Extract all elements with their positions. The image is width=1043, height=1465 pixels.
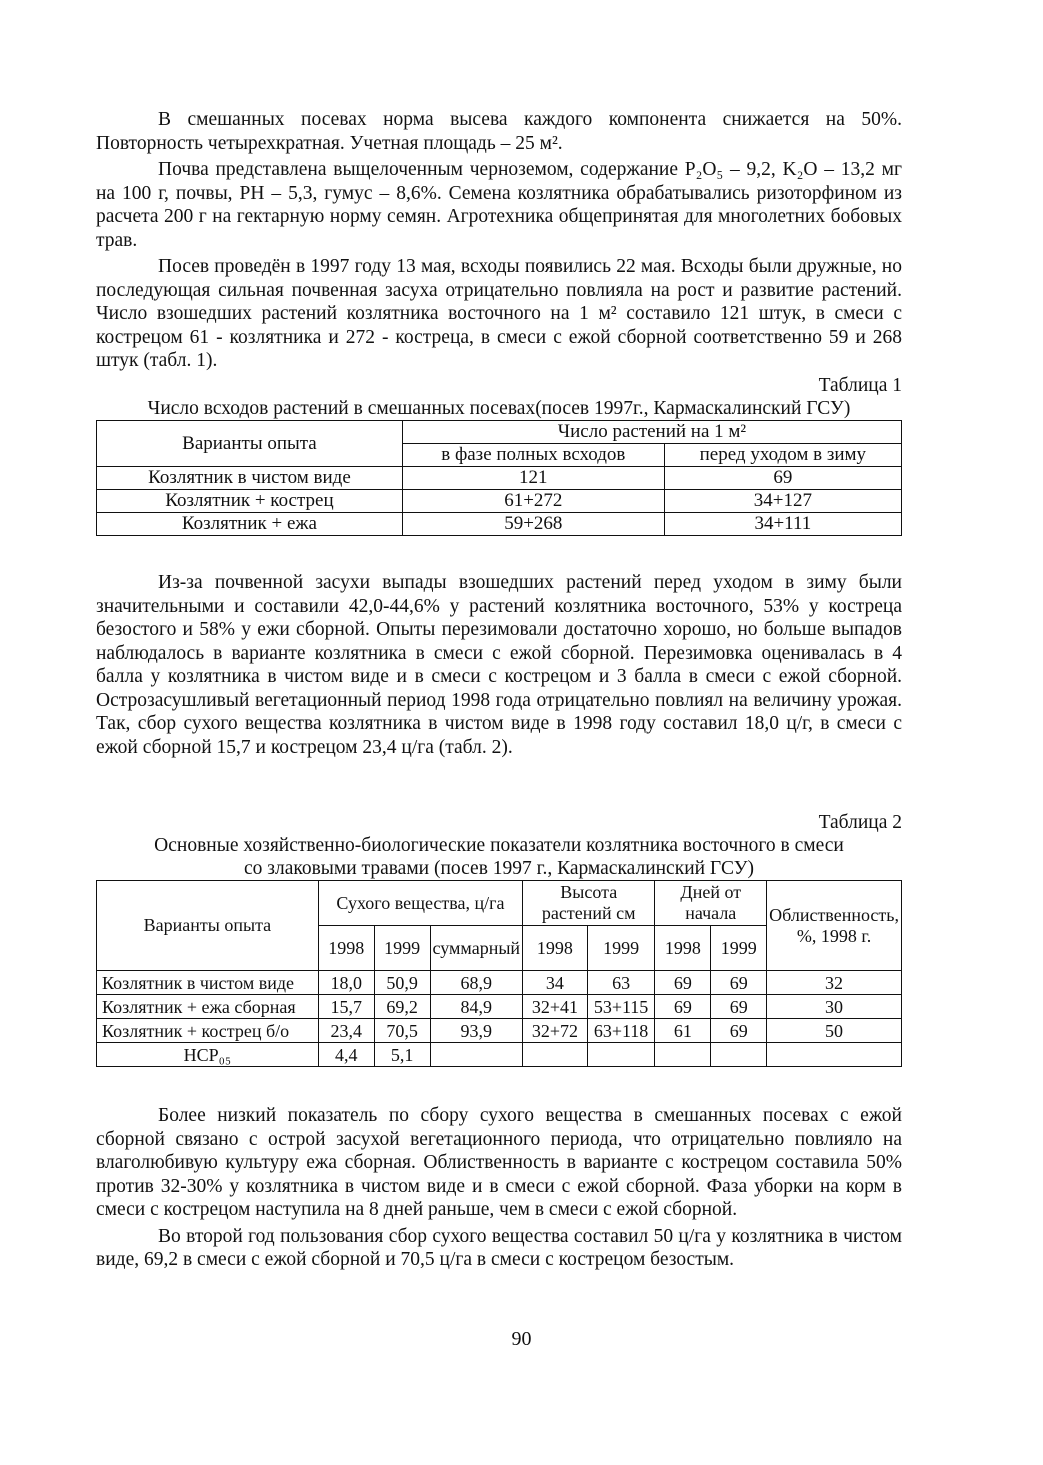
table-2-header-leafiness: Облиственность, %, 1998 г. <box>767 881 902 971</box>
paragraph-5: Более низкий показатель по сбору сухого вещества в смешанных посевах с ежой сборной связано с острой засухой вегетационного периода, что отрицательно повлияло на влаголюбивую культуру ежа сборная. Облиственность в варианте с кострецом составила 50% против 32-30% у козлятника в чистом виде и в смеси с ежой сборной. Фаза уборки на корм в смеси с кострецом наступила на 8 дней раньше, чем в смеси с ежой сборной. <box>96 1105 902 1220</box>
table-1-header-col1: в фазе полных всходов <box>402 444 664 467</box>
table-1-header-group: Число растений на 1 м² <box>402 421 901 444</box>
table-2-cell <box>430 1043 523 1067</box>
table-1-cell: 121 <box>402 467 664 490</box>
table-2-cell: Козлятник в чистом виде <box>97 971 319 995</box>
table-2-cell: 69 <box>711 971 767 995</box>
table-1-label: Таблица 1 <box>818 375 902 396</box>
table-2-cell: 30 <box>767 995 902 1019</box>
table-2-cell: 32+41 <box>523 995 588 1019</box>
table-2-header-days-1998: 1998 <box>655 926 711 971</box>
table-1-cell: 34+111 <box>664 513 901 536</box>
table-row <box>97 513 902 536</box>
table-1-cell: Козлятник в чистом виде <box>97 467 403 490</box>
middle-block <box>96 571 902 759</box>
table-1-cell: Козлятник + ежа <box>97 513 403 536</box>
table-1-cell: Козлятник + кострец <box>97 490 403 513</box>
table-2-cell: 69 <box>655 995 711 1019</box>
table-2-cell: 4,4 <box>318 1043 374 1067</box>
table-2-caption-line-1: Основные хозяйственно-биологические показатели козлятника восточного в смеси <box>154 835 844 856</box>
table-2-cell: Козлятник + кострец б/о <box>97 1019 319 1043</box>
table-2-cell: НСР₀₅ <box>97 1043 319 1067</box>
table-2-header-dry-sum: суммарный <box>430 926 523 971</box>
table-2-header-height-1999: 1999 <box>587 926 655 971</box>
table-1-header-variant: Варианты опыта <box>97 421 403 467</box>
table-2-cell: 84,9 <box>430 995 523 1019</box>
table-2-cell: 93,9 <box>430 1019 523 1043</box>
table-2-cell: 53+115 <box>587 995 655 1019</box>
table-1-cell: 59+268 <box>402 513 664 536</box>
paragraph-3: Посев проведён в 1997 году 13 мая, всходы появились 22 мая. Всходы были дружные, но последующая сильная почвенная засуха отрицательно повлияла на рост и развитие растений. Число взошедших растений козлятника восточного на 1 м² составило 121 штук, в смеси с кострецом 61 - козлятника и 272 - костреца, в смеси с ежой сборной соответственно 59 и 268 штук (табл. 1). <box>96 256 902 371</box>
paragraph-1: В смешанных посевах норма высева каждого компонента снижается на 50%. Повторность четырехкратная. Учетная площадь – 25 м². <box>96 109 902 154</box>
intro-block <box>96 108 902 373</box>
table-2-cell: Козлятник + ежа сборная <box>97 995 319 1019</box>
table-1-cell: 61+272 <box>402 490 664 513</box>
table-2-cell: 18,0 <box>318 971 374 995</box>
table-2-cell <box>655 1043 711 1067</box>
table-row <box>97 971 902 995</box>
table-1-cell: 69 <box>664 467 901 490</box>
paragraph-6: Во второй год пользования сбор сухого вещества составил 50 ц/га у козлятника в чистом виде, 69,2 в смеси с ежой сборной и 70,5 ц/га в смеси с кострецом безостым. <box>96 1225 902 1270</box>
table-2-cell <box>711 1043 767 1067</box>
table-2-cell <box>767 1043 902 1067</box>
table-2-header-dry: Сухого вещества, ц/га <box>318 881 522 926</box>
table-1-block <box>96 374 902 536</box>
table-2-cell: 50,9 <box>374 971 430 995</box>
table-2-cell: 32+72 <box>523 1019 588 1043</box>
table-2-cell: 70,5 <box>374 1019 430 1043</box>
table-1-cell: 34+127 <box>664 490 901 513</box>
table-1-header-col2: перед уходом в зиму <box>664 444 901 467</box>
table-2-cell <box>587 1043 655 1067</box>
table-row <box>97 1019 902 1043</box>
table-2-cell: 50 <box>767 1019 902 1043</box>
table-2-header-dry-1999: 1999 <box>374 926 430 971</box>
table-row <box>97 995 902 1019</box>
table-2-caption-line-2: со злаковыми травами (посев 1997 г., Кармаскалинский ГСУ) <box>244 858 754 879</box>
table-row <box>97 490 902 513</box>
table-2-header-height-1998: 1998 <box>523 926 588 971</box>
paragraph-2: Почва представлена выщелоченным черноземом, содержание P₂O₅ – 9,2, K₂O – 13,2 мг на 100 г, почвы, PH – 5,3, гумус – 8,6%. Семена козлятника обрабатывались ризоторфином из расчета 200 г на гектарную норму семян. Агротехника общепринятая для многолетних бобовых трав. <box>96 159 902 251</box>
table-2-label: Таблица 2 <box>818 812 902 833</box>
table-2-header-days: Дней от начала <box>655 881 767 926</box>
table-2-cell: 61 <box>655 1019 711 1043</box>
table-2-cell <box>523 1043 588 1067</box>
table-2-cell: 69 <box>711 1019 767 1043</box>
table-2-header-days-1999: 1999 <box>711 926 767 971</box>
table-2 <box>96 880 902 1067</box>
closing-block <box>96 1104 902 1272</box>
table-2-cell: 63+118 <box>587 1019 655 1043</box>
table-2-cell: 32 <box>767 971 902 995</box>
table-2-cell: 15,7 <box>318 995 374 1019</box>
table-2-header-height: Высота растений см <box>523 881 655 926</box>
table-1 <box>96 420 902 536</box>
table-row <box>97 467 902 490</box>
table-2-cell: 5,1 <box>374 1043 430 1067</box>
table-2-header-variant: Варианты опыта <box>97 881 319 971</box>
table-2-cell: 68,9 <box>430 971 523 995</box>
table-2-cell: 69 <box>711 995 767 1019</box>
table-1-caption: Число всходов растений в смешанных посевах(посев 1997г., Кармаскалинский ГСУ) <box>147 398 851 419</box>
table-2-cell: 23,4 <box>318 1019 374 1043</box>
table-2-cell: 69,2 <box>374 995 430 1019</box>
table-2-cell: 34 <box>523 971 588 995</box>
paragraph-4: Из-за почвенной засухи выпады взошедших растений перед уходом в зиму были значительными и составили 42,0-44,6% у растений козлятника восточного, 53% у костреца безостого и 58% у ежи сборной. Опыты перезимовали достаточно хорошо, но больше выпадов наблюдалось в варианте козлятника в смеси с ежой сборной. Перезимовка оценивалась в 4 балла у козлятника в чистом виде и в смеси с кострецом и 3 балла в смеси с ежой сборной. Острозасушливый вегетационный период 1998 года отрицательно повлиял на величину урожая. Так, сбор сухого вещества козлятника в чистом виде в 1998 году составил 18,0 ц/г, в смеси с ежой сборной 15,7 и кострецом 23,4 ц/га (табл. 2). <box>96 572 902 758</box>
table-2-cell: 69 <box>655 971 711 995</box>
table-2-cell: 63 <box>587 971 655 995</box>
table-row <box>97 1043 902 1067</box>
table-2-block <box>96 811 902 1067</box>
page-number: 90 <box>511 1328 532 1350</box>
table-2-header-dry-1998: 1998 <box>318 926 374 971</box>
